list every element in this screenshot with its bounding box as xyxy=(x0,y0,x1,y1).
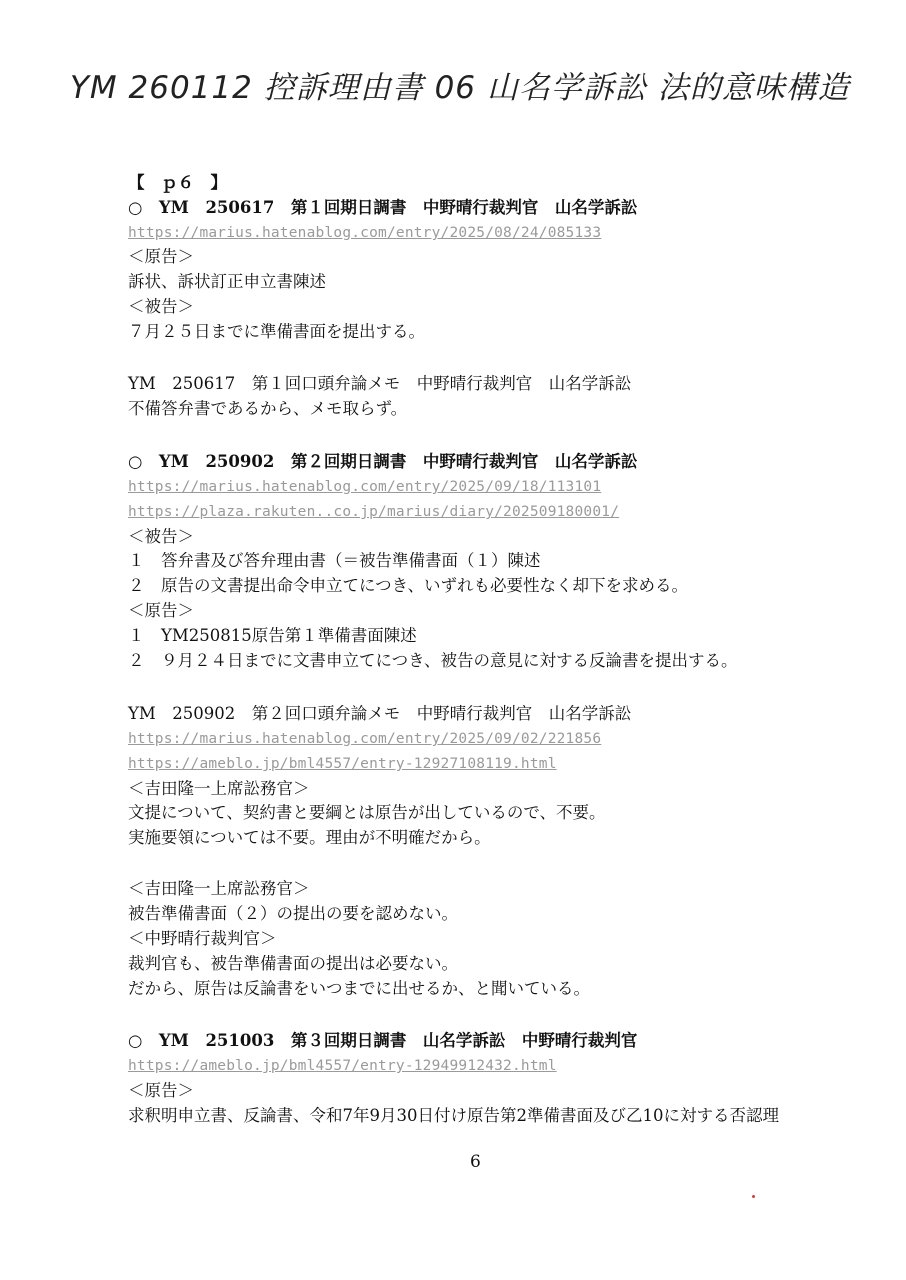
url-line[interactable]: https://marius.hatenablog.com/entry/2025/09/02/221856 xyxy=(128,731,602,747)
text-line: だから、原告は反論書をいつまでに出せるか、と聞いている。 xyxy=(128,979,590,998)
text-line: 訴状、訴状訂正申立書陳述 xyxy=(128,272,326,291)
text-line: ＜吉田隆一上席訟務官＞ xyxy=(128,879,310,898)
text-line: 文提について、契約書と要綱とは原告が出しているので、不要。 xyxy=(128,803,606,822)
text-line: ＜原告＞ xyxy=(128,1081,194,1100)
url-line[interactable]: https://ameblo.jp/bml4557/entry-12927108119.html xyxy=(128,756,557,772)
heading-line: 【 ｐ６ 】 xyxy=(128,173,227,192)
text-line: ＜原告＞ xyxy=(128,247,194,266)
text-line: ＜被告＞ xyxy=(128,527,194,546)
text-line: 求釈明申立書、反論書、令和7年9月30日付け原告第2準備書面及び乙10に対する否認理 xyxy=(128,1106,779,1125)
text-line: YM 250617 第１回口頭弁論メモ 中野晴行裁判官 山名学訴訟 xyxy=(128,374,632,393)
heading-line: ○ YM 250617 第１回期日調書 中野晴行裁判官 山名学訴訟 xyxy=(128,198,638,217)
scan-speck xyxy=(752,1195,755,1198)
heading-line: ○ YM 250902 第２回期日調書 中野晴行裁判官 山名学訴訟 xyxy=(128,452,638,471)
text-line: 不備答弁書であるから、メモ取らず。 xyxy=(128,399,408,418)
url-line[interactable]: https://marius.hatenablog.com/entry/2025/08/24/085133 xyxy=(128,225,602,241)
text-line: 被告準備書面（２）の提出の要を認めない。 xyxy=(128,904,458,923)
text-line: YM 250902 第２回口頭弁論メモ 中野晴行裁判官 山名学訴訟 xyxy=(128,704,632,723)
text-line: １ 答弁書及び答弁理由書（＝被告準備書面（１）陳述 xyxy=(128,551,541,570)
text-line: 実施要領については不要。理由が不明確だから。 xyxy=(128,828,491,847)
text-line: ７月２５日までに準備書面を提出する。 xyxy=(128,322,425,341)
url-line[interactable]: https://marius.hatenablog.com/entry/2025/09/18/113101 xyxy=(128,479,602,495)
page-number: 6 xyxy=(470,1152,481,1172)
url-line[interactable]: https://plaza.rakuten..co.jp/marius/diary/202509180001/ xyxy=(128,504,620,520)
text-line: １ YM250815原告第１準備書面陳述 xyxy=(128,626,417,645)
text-line: ＜中野晴行裁判官＞ xyxy=(128,929,277,948)
url-line[interactable]: https://ameblo.jp/bml4557/entry-12949912432.html xyxy=(128,1058,557,1074)
handwritten-title: YM 260112 控訴理由書 06 山名学訴訟 法的意味構造 xyxy=(70,70,850,106)
text-line: ＜原告＞ xyxy=(128,601,194,620)
text-line: ＜吉田隆一上席訟務官＞ xyxy=(128,779,310,798)
text-line: 裁判官も、被告準備書面の提出は必要ない。 xyxy=(128,954,458,973)
text-line: ２ 原告の文書提出命令申立てにつき、いずれも必要性なく却下を求める。 xyxy=(128,576,689,595)
text-line: ２ ９月２４日までに文書申立てにつき、被告の意見に対する反論書を提出する。 xyxy=(128,651,738,670)
heading-line: ○ YM 251003 第３回期日調書 山名学訴訟 中野晴行裁判官 xyxy=(128,1031,638,1050)
text-line: ＜被告＞ xyxy=(128,297,194,316)
